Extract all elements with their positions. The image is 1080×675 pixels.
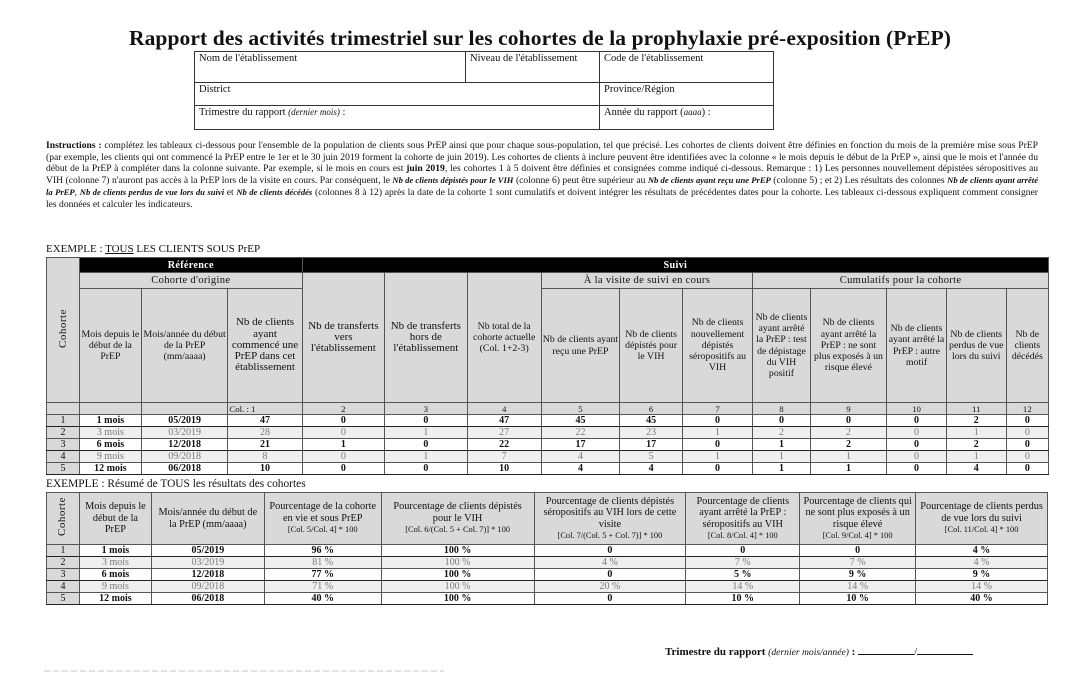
table-row	[47, 427, 1049, 439]
facility-code-label: Code de l'établissement	[604, 53, 704, 64]
start-month-year: 05/2019	[141, 415, 228, 427]
column-number: 10	[887, 403, 947, 415]
summary-cell: 12 mois	[79, 593, 151, 605]
summary-cell: 4 %	[534, 557, 686, 569]
cell-col-4: 10	[467, 463, 541, 475]
cell-col-7: 0	[683, 439, 753, 451]
table-row	[47, 545, 1048, 557]
cell-col-9: 1	[810, 451, 886, 463]
province-label: Province/Région	[604, 84, 675, 95]
summary-cell: 100 %	[381, 569, 534, 581]
table-row	[47, 463, 1049, 475]
summary-cell: 71 %	[264, 581, 381, 593]
cell-col-6: 5	[620, 451, 683, 463]
summary-cell: 12/2018	[151, 569, 264, 581]
cell-col-7: 1	[683, 427, 753, 439]
facility-level-field[interactable]	[466, 52, 600, 83]
summary-cell: 06/2018	[151, 593, 264, 605]
summary-column-label: Pourcentage de clients perdus de vue lors du suivi	[920, 501, 1043, 524]
cohort-table	[46, 257, 1049, 475]
instructions-text: complétez les tableaux ci-dessous pour l'ensemble de la population de clients sous PrEP ainsi que pour chaque sous-population, tel que précisé. Les cohortes de clients doivent être définies en fonction du mois de la première mise sous PrEP (par exemple, les clients qui ont commencé la PrEP entre le 1er et le 30 juin 2019 forment la cohorte de juin 2019). Les cohortes de clients à inclure peuvent être identifiées avec la colonne « le mois depuis le début de la PrEP », ainsi que le mois et l'année du début de la PrEP à compléter dans la colonne suivante. Par exemple, si le mois en cours est	[46, 140, 1038, 175]
cell-col-5: 17	[541, 439, 619, 451]
instructions-italic: Nb de clients ayant arrêté la PrEP	[46, 175, 1039, 197]
group-suivi-header: Suivi	[302, 258, 1048, 273]
cell-col-9: 2	[810, 427, 886, 439]
summary-column-header	[686, 493, 800, 545]
district-label: District	[199, 84, 231, 95]
summary-cell: 96 %	[264, 545, 381, 557]
section-suffix: LES CLIENTS SOUS PrEP	[133, 243, 261, 255]
cell-col-5: 4	[541, 463, 619, 475]
subgroup-visite-header: À la visite de suivi en cours	[541, 273, 752, 289]
cell-col-8: 1	[753, 463, 811, 475]
summary-column-header	[916, 493, 1048, 545]
summary-column-header	[151, 493, 264, 545]
cell-col-3: 0	[385, 415, 467, 427]
column-number: 6	[620, 403, 683, 415]
months-since-start: 6 mois	[79, 439, 141, 451]
cell-col-6: 45	[620, 415, 683, 427]
instructions-italic: Nb de clients décédés	[236, 186, 313, 197]
cohort-number: 5	[47, 463, 80, 475]
summary-table	[46, 492, 1048, 605]
cell-col-2: 0	[302, 415, 384, 427]
column-number: 12	[1006, 403, 1048, 415]
cell-col-9: 1	[810, 463, 886, 475]
column-header: Nb de clients ayant arrêté la PrEP : autre motif	[887, 289, 947, 403]
summary-column-label: Pourcentage de clients qui ne sont plus exposés à un risque élevé	[803, 495, 912, 530]
footer-quarter-field	[665, 644, 973, 658]
cohort-column-header	[47, 258, 80, 403]
cell-col-6: 23	[620, 427, 683, 439]
summary-cell: 9 mois	[79, 581, 151, 593]
cohort-number: 2	[47, 427, 80, 439]
cell-col-8: 0	[753, 415, 811, 427]
section-prefix: EXEMPLE :	[46, 243, 106, 255]
cell-col-11: 1	[946, 427, 1006, 439]
province-field[interactable]	[600, 83, 774, 106]
cell-col-10: 0	[887, 427, 947, 439]
summary-cell: 100 %	[381, 593, 534, 605]
table-row	[47, 581, 1048, 593]
summary-column-header	[534, 493, 686, 545]
table-row	[47, 451, 1049, 463]
summary-cell: 81 %	[264, 557, 381, 569]
summary-column-header	[79, 493, 151, 545]
summary-cell: 7 %	[800, 557, 916, 569]
summary-cell: 4 %	[916, 557, 1048, 569]
instructions-text: (colonnes 8 à 12) après la date de la cohorte 1 sont cumulatifs et doivent intégrer les résultats de précédentes dates pour la cohorte. Les tableaux ci-dessous expliquent comment consigner les données et calculer les indicateurs.	[46, 186, 1038, 210]
start-month-year: 12/2018	[141, 439, 228, 451]
cell-col-12: 0	[1006, 439, 1048, 451]
cell-col-9: 0	[810, 415, 886, 427]
summary-cell: 7 %	[686, 557, 800, 569]
cell-col-2: 1	[302, 439, 384, 451]
summary-cell: 4 %	[916, 545, 1048, 557]
footer-hint: (dernier mois/année)	[768, 647, 849, 658]
column-header: Nb de clients ayant arrêté la PrEP : test de dépistage du VIH positif	[753, 289, 811, 403]
cell-col-9: 2	[810, 439, 886, 451]
district-field[interactable]	[195, 83, 600, 106]
summary-cell: 14 %	[686, 581, 800, 593]
empty-cell	[141, 403, 228, 415]
cell-col-10: 0	[887, 451, 947, 463]
column-header: Nb de clients ayant reçu une PrEP	[541, 289, 619, 403]
cell-col-1: 47	[228, 415, 302, 427]
column-header: Nb de clients dépistés pour le VIH	[620, 289, 683, 403]
quarter-label: Trimestre du rapport	[199, 107, 286, 118]
year-label: Année du rapport (	[604, 107, 684, 118]
cohort-column-header	[47, 493, 80, 545]
faint-footer-line	[44, 670, 444, 672]
quarter-suffix: :	[339, 107, 346, 118]
column-header: Nb de clients ayant commencé une PrEP dans cet établissement	[228, 289, 302, 403]
facility-level-label: Niveau de l'établissement	[470, 53, 578, 64]
summary-cell: 0	[534, 545, 686, 557]
months-since-start: 12 mois	[79, 463, 141, 475]
cell-col-11: 1	[946, 451, 1006, 463]
cell-col-4: 22	[467, 439, 541, 451]
instructions-italic: Nb de clients dépistés pour le VIH	[392, 175, 514, 186]
column-header: Nb de transferts hors de l'établissement	[385, 273, 467, 403]
cell-col-6: 4	[620, 463, 683, 475]
section-heading-all-clients	[46, 243, 260, 255]
facility-name-field[interactable]	[195, 52, 466, 83]
cohort-number: 3	[47, 569, 80, 581]
column-number: 8	[753, 403, 811, 415]
summary-cell: 14 %	[800, 581, 916, 593]
summary-cell: 77 %	[264, 569, 381, 581]
table-row	[47, 569, 1048, 581]
instructions-text: (colonne 6) peut être supérieur au	[513, 175, 648, 187]
summary-column-formula: [Col. 9/Col. 4] * 100	[822, 531, 893, 540]
summary-cell: 9 %	[916, 569, 1048, 581]
cohort-number: 2	[47, 557, 80, 569]
cell-col-7: 0	[683, 463, 753, 475]
cell-col-2: 0	[302, 451, 384, 463]
cell-col-6: 17	[620, 439, 683, 451]
footer-year-blank[interactable]	[917, 644, 973, 655]
cell-col-4: 47	[467, 415, 541, 427]
summary-column-formula: [Col. 7/(Col. 5 + Col. 7)] * 100	[557, 531, 663, 540]
column-number: 4	[467, 403, 541, 415]
cell-col-1: 8	[228, 451, 302, 463]
subgroup-origine-header: Cohorte d'origine	[79, 273, 302, 289]
year-hint: aaaa	[683, 107, 702, 117]
cohort-number: 3	[47, 439, 80, 451]
cohort-header-label: Cohorte	[56, 309, 69, 348]
cell-col-3: 1	[385, 451, 467, 463]
summary-column-label: Pourcentage de clients ayant arrêté la PrEP : séropositifs au VIH	[696, 495, 790, 530]
quarter-hint: (dernier mois)	[288, 107, 340, 117]
cell-col-5: 4	[541, 451, 619, 463]
year-field[interactable]	[600, 106, 774, 130]
cell-col-4: 7	[467, 451, 541, 463]
summary-column-formula: [Col. 11/Col. 4] * 100	[944, 525, 1019, 535]
summary-cell: 0	[800, 545, 916, 557]
column-header: Nb de clients décédés	[1006, 289, 1048, 403]
summary-cell: 100 %	[381, 545, 534, 557]
instructions-text: et	[224, 186, 237, 198]
footer-label: Trimestre du rapport	[665, 646, 769, 658]
column-number: 7	[683, 403, 753, 415]
instructions-paragraph	[46, 140, 1038, 210]
summary-cell: 1 mois	[79, 545, 151, 557]
cell-col-4: 27	[467, 427, 541, 439]
summary-cell: 14 %	[916, 581, 1048, 593]
cell-col-12: 0	[1006, 427, 1048, 439]
empty-cell	[47, 403, 80, 415]
months-since-start: 1 mois	[79, 415, 141, 427]
cell-col-5: 22	[541, 427, 619, 439]
cell-col-10: 0	[887, 463, 947, 475]
section-heading-summary: EXEMPLE : Résumé de TOUS les résultats des cohortes	[46, 478, 306, 490]
summary-cell: 40 %	[264, 593, 381, 605]
cell-col-8: 1	[753, 451, 811, 463]
months-since-start: 3 mois	[79, 427, 141, 439]
cohort-number: 1	[47, 415, 80, 427]
table-row	[47, 415, 1049, 427]
instructions-lead: Instructions :	[46, 140, 102, 151]
cell-col-12: 0	[1006, 451, 1048, 463]
column-header: Mois depuis le début de la PrEP	[79, 289, 141, 403]
facility-info-form	[194, 51, 774, 130]
cohort-number: 4	[47, 581, 80, 593]
column-number: 3	[385, 403, 467, 415]
column-number: 2	[302, 403, 384, 415]
cell-col-7: 0	[683, 415, 753, 427]
summary-column-label: Pourcentage de clients dépistés séropositifs au VIH lors de cette visite	[543, 495, 677, 530]
summary-cell: 09/2018	[151, 581, 264, 593]
start-month-year: 03/2019	[141, 427, 228, 439]
facility-name-label: Nom de l'établissement	[199, 53, 298, 64]
summary-cell: 10 %	[800, 593, 916, 605]
cohort-header-label: Cohorte	[56, 497, 69, 537]
column-header: Nb de clients ayant arrêté la PrEP : ne sont plus exposés à un risque élevé	[810, 289, 886, 403]
start-month-year: 09/2018	[141, 451, 228, 463]
instructions-italic: Nb de clients ayant reçu une PrEP	[647, 175, 771, 186]
footer-month-blank[interactable]	[858, 644, 914, 655]
cohort-number: 1	[47, 545, 80, 557]
instructions-example-month: juin 2019	[406, 163, 445, 175]
cohort-number: 4	[47, 451, 80, 463]
cell-col-5: 45	[541, 415, 619, 427]
column-number: 5	[541, 403, 619, 415]
cell-col-1: 21	[228, 439, 302, 451]
column-header: Nb de clients nouvellement dépistés séropositifs au VIH	[683, 289, 753, 403]
summary-cell: 05/2019	[151, 545, 264, 557]
summary-cell: 100 %	[381, 581, 534, 593]
months-since-start: 9 mois	[79, 451, 141, 463]
summary-column-label: Mois/année du début de la PrEP (mm/aaaa)	[158, 507, 258, 530]
cell-col-1: 28	[228, 427, 302, 439]
summary-cell: 03/2019	[151, 557, 264, 569]
instructions-text: (colonne 5) ; et 2) Les résultats des colonnes	[770, 175, 948, 187]
cell-col-12: 0	[1006, 463, 1048, 475]
cell-col-3: 0	[385, 463, 467, 475]
footer-colon: :	[848, 646, 856, 658]
year-suffix: ) :	[701, 107, 711, 118]
column-number: 11	[946, 403, 1006, 415]
table-row	[47, 593, 1048, 605]
column-header: Nb de clients perdus de vue lors du suivi	[946, 289, 1006, 403]
summary-cell: 40 %	[916, 593, 1048, 605]
instructions-text: ,	[74, 186, 80, 198]
column-header: Nb de transferts vers l'établissement	[302, 273, 384, 403]
summary-column-label: Pourcentage de clients dépistés pour le VIH	[393, 501, 522, 524]
summary-cell: 9 %	[800, 569, 916, 581]
footer-separator: /	[914, 646, 918, 658]
summary-cell: 100 %	[381, 557, 534, 569]
column-number: 9	[810, 403, 886, 415]
instructions-text: , les cohortes 1 à 5 doivent être définies et consignées comme indiqué ci-dessous. Remarque : 1) Les personnes nouvellement dépistées séropositives au VIH (colonne 7) n'auront pas accès à la PrEP lors de la visite en cours. Par conséquent, le	[46, 163, 1038, 187]
cell-col-1: 10	[228, 463, 302, 475]
summary-cell: 20 %	[534, 581, 686, 593]
summary-column-header	[800, 493, 916, 545]
cell-col-11: 2	[946, 415, 1006, 427]
cell-col-3: 0	[385, 439, 467, 451]
cell-col-12: 0	[1006, 415, 1048, 427]
summary-cell: 0	[534, 593, 686, 605]
summary-cell: 0	[534, 569, 686, 581]
cell-col-10: 0	[887, 439, 947, 451]
summary-column-header	[264, 493, 381, 545]
cell-col-10: 0	[887, 415, 947, 427]
group-reference-header: Référence	[79, 258, 302, 273]
cohort-number: 5	[47, 593, 80, 605]
summary-column-formula: [Col. 8/Col. 4] * 100	[707, 531, 778, 540]
cell-col-8: 1	[753, 439, 811, 451]
cell-col-2: 0	[302, 427, 384, 439]
summary-cell: 5 %	[686, 569, 800, 581]
cell-col-2: 0	[302, 463, 384, 475]
table-row	[47, 439, 1049, 451]
column-number: Col. : 1	[228, 403, 302, 415]
report-title: Rapport des activités trimestriel sur les cohortes de la prophylaxie pré-exposition (PrEP)	[128, 26, 952, 50]
summary-column-formula: [Col. 6/(Col. 5 + Col. 7)] * 100	[405, 525, 510, 535]
summary-cell: 3 mois	[79, 557, 151, 569]
summary-cell: 10 %	[686, 593, 800, 605]
cell-col-7: 1	[683, 451, 753, 463]
subgroup-cumulatifs-header: Cumulatifs pour la cohorte	[753, 273, 1049, 289]
column-header: Mois/année du début de la PrEP (mm/aaaa)	[141, 289, 228, 403]
start-month-year: 06/2018	[141, 463, 228, 475]
cell-col-3: 1	[385, 427, 467, 439]
column-number-row	[47, 403, 1049, 415]
table-row	[47, 557, 1048, 569]
cell-col-11: 2	[946, 439, 1006, 451]
section-underlined: TOUS	[105, 243, 134, 255]
summary-cell: 0	[686, 545, 800, 557]
instructions-italic: Nb de clients perdus de vue lors du suivi	[79, 186, 225, 197]
facility-code-field[interactable]	[600, 52, 774, 83]
summary-column-label: Pourcentage de la cohorte en vie et sous PrEP	[269, 501, 377, 524]
summary-column-label: Mois depuis le début de la PrEP	[85, 501, 146, 536]
summary-cell: 6 mois	[79, 569, 151, 581]
summary-column-formula: [Col. 5/Col. 4] * 100	[287, 525, 358, 535]
quarter-field[interactable]	[195, 106, 600, 130]
empty-cell	[79, 403, 141, 415]
column-header: Nb total de la cohorte actuelle (Col. 1+2-3)	[467, 273, 541, 403]
summary-column-header	[381, 493, 534, 545]
cell-col-8: 2	[753, 427, 811, 439]
cell-col-11: 4	[946, 463, 1006, 475]
